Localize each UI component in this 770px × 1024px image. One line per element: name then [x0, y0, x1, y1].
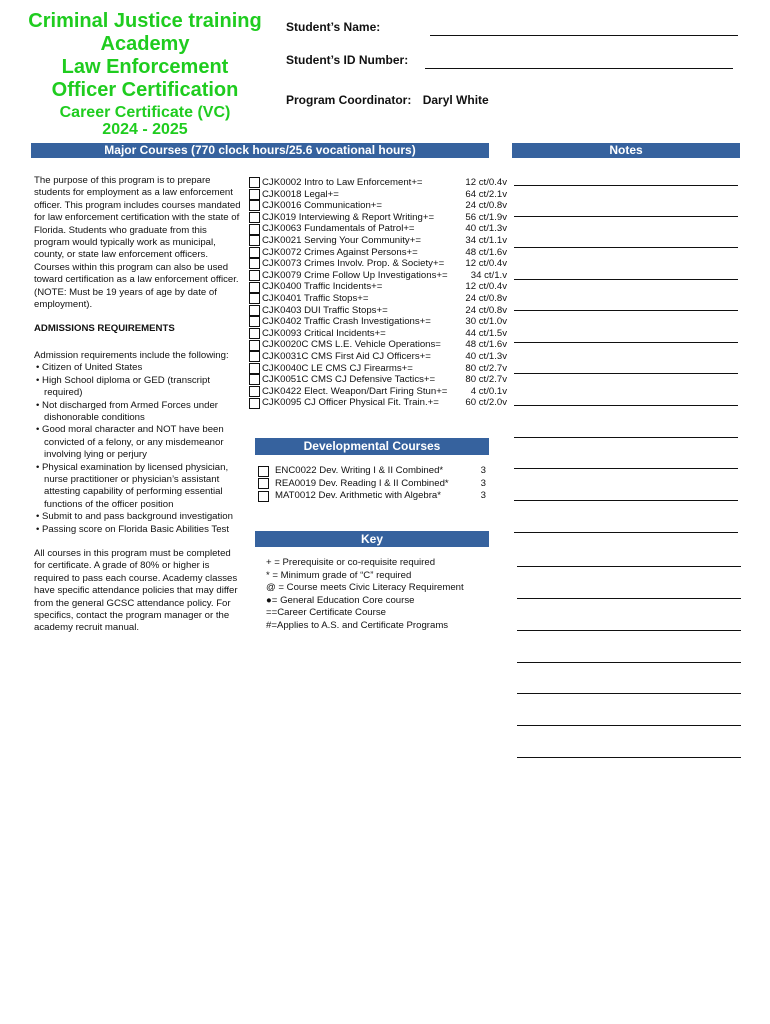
dev-course-checkbox[interactable]	[258, 466, 269, 477]
admissions-heading: ADMISSIONS REQUIREMENTS	[34, 323, 175, 335]
dev-course-credit: 3	[480, 490, 486, 502]
course-credit: 34 ct/1.v	[470, 269, 507, 281]
course-checkbox[interactable]	[249, 316, 260, 327]
course-checkbox[interactable]	[249, 247, 260, 258]
course-name: CJK0093 Critical Incidents+=	[262, 327, 386, 339]
notes-line[interactable]	[514, 405, 738, 406]
course-credit: 40 ct/1.3v	[465, 223, 507, 235]
dev-course-row	[258, 478, 490, 491]
program-title	[0, 10, 290, 138]
notes-line[interactable]	[517, 757, 741, 758]
course-checkbox[interactable]	[249, 270, 260, 281]
student-name-row	[286, 20, 380, 34]
course-checkbox[interactable]	[249, 177, 260, 188]
major-course-list	[249, 177, 507, 409]
coordinator-row	[286, 93, 489, 107]
course-row	[249, 363, 507, 375]
program-description	[34, 175, 244, 635]
requirement-item: • Passing score on Florida Basic Abilities Test	[34, 524, 244, 536]
course-credit: 12 ct/0.4v	[465, 177, 507, 188]
course-row	[249, 223, 507, 235]
course-row	[249, 305, 507, 317]
course-credit: 80 ct/2.7v	[465, 374, 507, 386]
completion-paragraph: All courses in this program must be completed for certificate. A grade of 80% or higher is required to pass each course. Academy classes have specific attendance policies that may differ from the general GCSC attendance policy. For specifics, contact the program manager or the academy recruit manual.	[34, 547, 238, 634]
course-name: CJK0422 Elect. Weapon/Dart Firing Stun+=	[262, 385, 448, 397]
course-name: CJK0031C CMS First Aid CJ Officers+=	[262, 350, 431, 362]
course-checkbox[interactable]	[249, 189, 260, 200]
course-credit: 12 ct/0.4v	[465, 258, 507, 270]
course-row	[249, 258, 507, 270]
course-row	[249, 281, 507, 293]
key-item: * = Minimum grade of “C” required	[266, 569, 412, 581]
course-checkbox[interactable]	[249, 374, 260, 385]
title-line-3: Law Enforcement	[61, 56, 229, 78]
notes-line[interactable]	[514, 185, 738, 186]
course-name: CJK0403 DUI Traffic Stops+=	[262, 304, 388, 316]
key-item: ==Career Certificate Course	[266, 607, 386, 619]
title-line-4: Officer Certification	[51, 79, 239, 101]
notes-line[interactable]	[514, 279, 738, 280]
course-credit: 64 ct/2.1v	[465, 188, 507, 200]
coordinator-value: Daryl White	[422, 93, 489, 107]
course-checkbox[interactable]	[249, 282, 260, 293]
coordinator-label: Program Coordinator:	[286, 93, 412, 107]
requirement-item: • Physical examination by licensed physician, nurse practitioner or physician’s assistant attesting capability of performing essential functions of the officer position	[34, 462, 244, 512]
dev-course-checkbox[interactable]	[258, 491, 269, 502]
course-credit: 24 ct/0.8v	[465, 292, 507, 304]
course-row	[249, 247, 507, 259]
course-checkbox[interactable]	[249, 386, 260, 397]
student-name-label: Student’s Name:	[286, 20, 381, 34]
course-checkbox[interactable]	[249, 293, 260, 304]
notes-line[interactable]	[517, 662, 741, 663]
title-line-1: Criminal Justice training	[28, 10, 262, 32]
dev-course-name: REA0019 Dev. Reading I & II Combined*	[275, 477, 449, 489]
course-name: CJK0016 Communication+=	[262, 200, 382, 212]
course-row	[249, 316, 507, 328]
notes-line[interactable]	[514, 216, 738, 217]
dev-course-checkbox[interactable]	[258, 478, 269, 489]
notes-line[interactable]	[517, 693, 741, 694]
course-name: CJK0095 CJ Officer Physical Fit. Train.+=	[262, 397, 439, 409]
course-name: CJK0002 Intro to Law Enforcement+=	[262, 177, 423, 188]
notes-line[interactable]	[517, 598, 741, 599]
course-checkbox[interactable]	[249, 200, 260, 211]
course-name: CJK019 Interviewing & Report Writing+=	[262, 211, 435, 223]
developmental-courses-heading: Developmental Courses	[255, 438, 489, 455]
dev-course-credit: 3	[480, 465, 486, 476]
developmental-course-list	[258, 465, 490, 503]
course-credit: 4 ct/0.1v	[470, 385, 507, 397]
course-row	[249, 339, 507, 351]
requirements-list	[34, 362, 244, 536]
notes-line[interactable]	[514, 500, 738, 501]
course-name: CJK0079 Crime Follow Up Investigations+=	[262, 269, 448, 281]
course-name: CJK0073 Crimes Involv. Prop. & Society+=	[262, 258, 445, 270]
title-line-5: Career Certificate (VC)	[59, 104, 231, 121]
course-name: CJK0400 Traffic Incidents+=	[262, 281, 383, 293]
dev-course-row	[258, 490, 490, 503]
course-name: CJK0401 Traffic Stops+=	[262, 292, 369, 304]
course-checkbox[interactable]	[249, 398, 260, 409]
course-credit: 24 ct/0.8v	[465, 200, 507, 212]
key-item: #=Applies to A.S. and Certificate Programs	[266, 619, 449, 631]
course-row	[249, 293, 507, 305]
course-credit: 30 ct/1.0v	[465, 316, 507, 328]
course-name: CJK0072 Crimes Against Persons+=	[262, 246, 418, 258]
key-legend	[266, 557, 496, 633]
course-row	[249, 397, 507, 409]
course-credit: 80 ct/2.7v	[465, 362, 507, 374]
notes-line[interactable]	[514, 342, 738, 343]
course-row	[249, 235, 507, 247]
requirement-item: • High School diploma or GED (transcript required)	[34, 375, 244, 400]
requirement-item: • Not discharged from Armed Forces under dishonorable conditions	[34, 400, 244, 425]
course-name: CJK0021 Serving Your Community+=	[262, 234, 421, 246]
notes-heading: Notes	[512, 143, 740, 158]
course-row	[249, 351, 507, 363]
course-credit: 34 ct/1.1v	[465, 234, 507, 246]
course-name: CJK0051C CMS CJ Defensive Tactics+=	[262, 374, 436, 386]
notes-line[interactable]	[514, 310, 738, 311]
course-checkbox[interactable]	[249, 328, 260, 339]
requirement-item: • Good moral character and NOT have been convicted of a felony, or any misdemeanor involving lying or perjury	[34, 424, 244, 461]
course-name: CJK0063 Fundamentals of Patrol+=	[262, 223, 415, 235]
notes-line[interactable]	[517, 630, 741, 631]
course-name: CJK0402 Traffic Crash Investigations+=	[262, 316, 431, 328]
key-item: + = Prerequisite or co-requisite required	[266, 557, 436, 568]
course-credit: 12 ct/0.4v	[465, 281, 507, 293]
course-row	[249, 212, 507, 224]
title-line-6: 2024 - 2025	[102, 121, 188, 138]
course-credit: 48 ct/1.6v	[465, 246, 507, 258]
course-row	[249, 189, 507, 201]
course-credit: 40 ct/1.3v	[465, 350, 507, 362]
dev-course-credit: 3	[480, 477, 486, 489]
requirement-item: • Citizen of United States	[34, 362, 244, 374]
notes-line[interactable]	[514, 247, 738, 248]
key-heading: Key	[255, 531, 489, 547]
student-id-row	[286, 53, 408, 67]
course-credit: 56 ct/1.9v	[465, 211, 507, 223]
major-courses-heading: Major Courses (770 clock hours/25.6 vocational hours)	[31, 143, 489, 158]
title-line-2: Academy	[100, 33, 190, 55]
course-checkbox[interactable]	[249, 212, 260, 223]
course-checkbox[interactable]	[249, 224, 260, 235]
student-id-field[interactable]	[425, 53, 733, 69]
student-id-label: Student’s ID Number:	[286, 53, 409, 67]
course-row	[249, 374, 507, 386]
dev-course-name: MAT0012 Dev. Arithmetic with Algebra*	[275, 490, 442, 502]
course-row	[249, 328, 507, 340]
course-checkbox[interactable]	[249, 363, 260, 374]
course-credit: 44 ct/1.5v	[465, 327, 507, 339]
notes-line[interactable]	[514, 437, 738, 438]
course-checkbox[interactable]	[249, 340, 260, 351]
course-row	[249, 270, 507, 282]
course-credit: 48 ct/1.6v	[465, 339, 507, 351]
key-item: ●= General Education Core course	[266, 594, 415, 606]
course-row	[249, 200, 507, 212]
course-credit: 24 ct/0.8v	[465, 304, 507, 316]
notes-line[interactable]	[514, 532, 738, 533]
course-checkbox[interactable]	[249, 235, 260, 246]
course-name: CJK0040C LE CMS CJ Firearms+=	[262, 362, 413, 374]
course-name: CJK0020C CMS L.E. Vehicle Operations=	[262, 339, 441, 351]
course-checkbox[interactable]	[249, 305, 260, 316]
dev-course-name: ENC0022 Dev. Writing I & II Combined*	[275, 465, 444, 476]
course-checkbox[interactable]	[249, 351, 260, 362]
course-credit: 60 ct/2.0v	[465, 397, 507, 409]
notes-line[interactable]	[517, 566, 741, 567]
course-row	[249, 386, 507, 398]
notes-line[interactable]	[517, 725, 741, 726]
course-checkbox[interactable]	[249, 258, 260, 269]
course-name: CJK0018 Legal+=	[262, 188, 339, 200]
student-name-field[interactable]	[430, 20, 738, 36]
key-item: @ = Course meets Civic Literacy Requirement	[266, 582, 464, 594]
notes-line[interactable]	[514, 373, 738, 374]
requirement-item: • Submit to and pass background investigation	[34, 511, 244, 523]
purpose-paragraph: The purpose of this program is to prepare students for employment as a law enforcement officer. This program includes courses mandated for law enforcement certification with the state of Florida. Students who graduate from this program would typically work as municipal, county, or state law enforcement officers. Courses within this program can also be used toward certification as a law enforcement officer. (NOTE: Must be 19 years of age by date of employment).	[34, 175, 241, 311]
admissions-intro: Admission requirements include the following:	[34, 349, 229, 361]
course-row	[249, 177, 507, 189]
notes-line[interactable]	[514, 468, 738, 469]
dev-course-row	[258, 465, 490, 478]
